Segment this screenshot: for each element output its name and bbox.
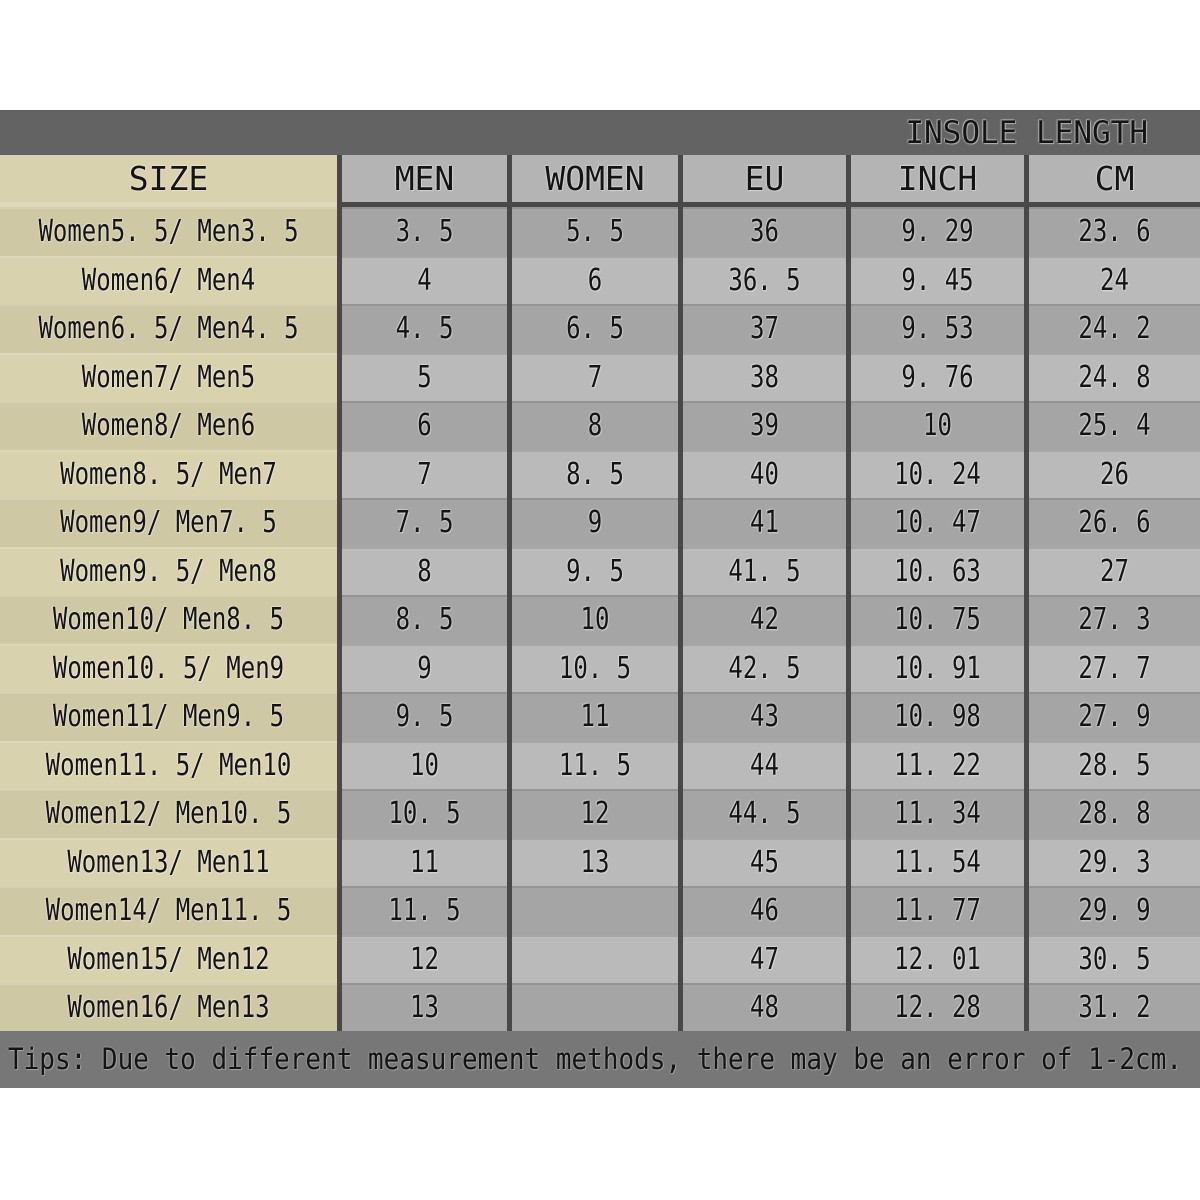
column-header-cm	[1029, 155, 1200, 207]
table-row-7-eu-cell	[683, 498, 846, 547]
table-row-3-women-cell	[512, 304, 678, 353]
cell-text: 27. 3	[1078, 601, 1151, 637]
table-row-12-cm-cell	[1029, 741, 1200, 790]
table-row-1-cm-cell	[1029, 207, 1200, 256]
table-row-8-cm-cell	[1029, 547, 1200, 596]
column-header-size	[0, 155, 337, 207]
cell-text: 11. 5	[388, 892, 461, 928]
cell-text: 42	[750, 601, 779, 637]
cell-text: 13	[410, 989, 439, 1025]
cell-text: 36	[750, 213, 779, 249]
table-row-11-cm-cell	[1029, 692, 1200, 741]
cell-text: 6. 5	[566, 310, 624, 346]
column-header-label: EU	[744, 159, 785, 198]
table-row-15-men-cell	[342, 886, 507, 935]
insole-length-title: INSOLE LENGTH	[905, 114, 1148, 151]
cell-text: 10. 75	[894, 601, 981, 637]
table-row-13-cm-cell	[1029, 789, 1200, 838]
table-row-14-eu-cell	[683, 838, 846, 887]
table-row-10-women-cell	[512, 644, 678, 693]
table-row-4-size-cell	[0, 353, 337, 402]
cell-text: Women6/ Men4	[81, 262, 256, 298]
column-header-label: WOMEN	[545, 159, 645, 198]
table-row-11-size-cell	[0, 692, 337, 741]
table-row-16-women-cell	[512, 935, 678, 984]
table-row-15-cm-cell	[1029, 886, 1200, 935]
cell-text: 37	[750, 310, 779, 346]
table-row-5-cm-cell	[1029, 401, 1200, 450]
column-header-inch	[851, 155, 1024, 207]
cell-text: Women14/ Men11. 5	[45, 892, 292, 928]
table-row-11-women-cell	[512, 692, 678, 741]
cell-text: 41. 5	[728, 553, 801, 589]
cell-text: 10. 98	[894, 698, 981, 734]
cell-text: 36. 5	[728, 262, 801, 298]
table-row-8-men-cell	[342, 547, 507, 596]
table-row-16-cm-cell	[1029, 935, 1200, 984]
cell-text: 25. 4	[1078, 407, 1151, 443]
cell-text: 3. 5	[395, 213, 454, 249]
cell-text: 9	[587, 504, 603, 540]
table-row-13-women-cell	[512, 789, 678, 838]
table-row-17-men-cell	[342, 983, 507, 1032]
table-row-11-inch-cell	[851, 692, 1024, 741]
cell-text: 11. 34	[894, 795, 981, 831]
table-row-4-inch-cell	[851, 353, 1024, 402]
table-row-2-women-cell	[512, 256, 678, 305]
cell-text: 24. 2	[1078, 310, 1151, 346]
cell-text: 11. 54	[894, 844, 981, 880]
table-row-9-cm-cell	[1029, 595, 1200, 644]
cell-text: Women8. 5/ Men7	[60, 456, 277, 492]
cell-text: 11. 77	[894, 892, 981, 928]
table-row-13-men-cell	[342, 789, 507, 838]
table-row-16-size-cell	[0, 935, 337, 984]
size-table	[0, 155, 1200, 1032]
cell-text: 7	[587, 359, 603, 395]
insole-length-band	[0, 110, 1200, 155]
cell-text: 29. 9	[1078, 892, 1151, 928]
cell-text: 10. 91	[894, 650, 981, 686]
column-header-label: MEN	[394, 159, 455, 198]
cell-text: 8	[587, 407, 603, 443]
table-row-1-inch-cell	[851, 207, 1024, 256]
cell-text: 4	[417, 262, 432, 298]
table-row-16-men-cell	[342, 935, 507, 984]
table-row-5-inch-cell	[851, 401, 1024, 450]
table-row-2-cm-cell	[1029, 256, 1200, 305]
table-row-7-men-cell	[342, 498, 507, 547]
table-row-16-eu-cell	[683, 935, 846, 984]
table-row-17-cm-cell	[1029, 983, 1200, 1032]
cell-text: Women10/ Men8. 5	[52, 601, 285, 637]
table-row-9-men-cell	[342, 595, 507, 644]
table-row-13-eu-cell	[683, 789, 846, 838]
table-row-2-eu-cell	[683, 256, 846, 305]
table-row-6-size-cell	[0, 450, 337, 499]
cell-text: 10	[923, 407, 952, 443]
cell-text: 12. 01	[894, 941, 981, 977]
cell-text: 43	[750, 698, 779, 734]
cell-text: 8. 5	[395, 601, 454, 637]
table-row-7-inch-cell	[851, 498, 1024, 547]
cell-text: 12	[580, 795, 610, 831]
cell-text: 5	[417, 359, 432, 395]
table-row-7-cm-cell	[1029, 498, 1200, 547]
cell-text: 29. 3	[1078, 844, 1151, 880]
table-row-12-women-cell	[512, 741, 678, 790]
cell-text: 39	[750, 407, 779, 443]
table-row-14-size-cell	[0, 838, 337, 887]
cell-text: 40	[750, 456, 779, 492]
cell-text: 11. 5	[558, 747, 632, 783]
table-row-15-size-cell	[0, 886, 337, 935]
table-row-8-inch-cell	[851, 547, 1024, 596]
cell-text: 9. 5	[566, 553, 624, 589]
table-row-10-cm-cell	[1029, 644, 1200, 693]
table-row-12-eu-cell	[683, 741, 846, 790]
cell-text: 9. 76	[901, 359, 974, 395]
cell-text: 27	[1100, 553, 1129, 589]
column-header-label: SIZE	[128, 159, 209, 198]
cell-text: Women11. 5/ Men10	[45, 747, 292, 783]
table-row-12-men-cell	[342, 741, 507, 790]
cell-text: 27. 9	[1078, 698, 1151, 734]
cell-text: 5. 5	[566, 213, 624, 249]
cell-text: 9. 5	[395, 698, 454, 734]
table-row-14-women-cell	[512, 838, 678, 887]
cell-text: 10	[410, 747, 439, 783]
cell-text: 9	[417, 650, 432, 686]
cell-text: 8	[417, 553, 432, 589]
cell-text: 38	[750, 359, 779, 395]
table-row-4-women-cell	[512, 353, 678, 402]
cell-text: 27. 7	[1078, 650, 1151, 686]
table-row-3-eu-cell	[683, 304, 846, 353]
table-row-13-inch-cell	[851, 789, 1024, 838]
cell-text: 45	[750, 844, 779, 880]
table-row-15-women-cell	[512, 886, 678, 935]
table-row-7-women-cell	[512, 498, 678, 547]
cell-text: 11	[580, 698, 610, 734]
cell-text: Women5. 5/ Men3. 5	[38, 213, 299, 249]
table-row-4-men-cell	[342, 353, 507, 402]
cell-text: 10. 47	[894, 504, 981, 540]
table-row-8-eu-cell	[683, 547, 846, 596]
cell-text: 44. 5	[728, 795, 801, 831]
cell-text: Women12/ Men10. 5	[45, 795, 292, 831]
cell-text: 10. 63	[894, 553, 981, 589]
cell-text: 23. 6	[1078, 213, 1151, 249]
cell-text: Women11/ Men9. 5	[52, 698, 285, 734]
cell-text: 26	[1100, 456, 1129, 492]
table-row-10-eu-cell	[683, 644, 846, 693]
table-row-3-cm-cell	[1029, 304, 1200, 353]
table-row-9-eu-cell	[683, 595, 846, 644]
table-row-14-cm-cell	[1029, 838, 1200, 887]
cell-text: 48	[750, 989, 779, 1025]
cell-text: 47	[750, 941, 779, 977]
column-header-women	[512, 155, 678, 207]
table-row-4-eu-cell	[683, 353, 846, 402]
table-row-5-eu-cell	[683, 401, 846, 450]
table-row-1-women-cell	[512, 207, 678, 256]
table-row-10-men-cell	[342, 644, 507, 693]
table-row-12-size-cell	[0, 741, 337, 790]
table-row-14-inch-cell	[851, 838, 1024, 887]
cell-text: 42. 5	[728, 650, 801, 686]
cell-text: 30. 5	[1078, 941, 1151, 977]
table-row-2-men-cell	[342, 256, 507, 305]
table-row-7-size-cell	[0, 498, 337, 547]
cell-text: Women9/ Men7. 5	[60, 504, 277, 540]
table-row-5-women-cell	[512, 401, 678, 450]
table-row-11-men-cell	[342, 692, 507, 741]
table-row-17-inch-cell	[851, 983, 1024, 1032]
cell-text: 28. 8	[1078, 795, 1151, 831]
table-row-6-eu-cell	[683, 450, 846, 499]
table-row-17-eu-cell	[683, 983, 846, 1032]
table-row-5-men-cell	[342, 401, 507, 450]
table-row-13-size-cell	[0, 789, 337, 838]
column-header-label: INCH	[897, 159, 978, 198]
table-row-10-size-cell	[0, 644, 337, 693]
cell-text: Women7/ Men5	[81, 359, 256, 395]
cell-text: 11	[410, 844, 439, 880]
cell-text: 46	[750, 892, 779, 928]
cell-text: 9. 53	[901, 310, 974, 346]
cell-text: 12	[410, 941, 439, 977]
cell-text: 7. 5	[395, 504, 454, 540]
table-row-17-women-cell	[512, 983, 678, 1032]
cell-text: Women10. 5/ Men9	[52, 650, 285, 686]
tips-note: Tips: Due to different measurement methods, there may be an error of 1-2cm.	[8, 1042, 1182, 1077]
cell-text: 12. 28	[894, 989, 981, 1025]
cell-text: 8. 5	[566, 456, 624, 492]
cell-text: 10. 5	[558, 650, 632, 686]
table-row-9-inch-cell	[851, 595, 1024, 644]
table-row-9-size-cell	[0, 595, 337, 644]
table-row-9-women-cell	[512, 595, 678, 644]
table-row-15-eu-cell	[683, 886, 846, 935]
cell-text: 24. 8	[1078, 359, 1151, 395]
cell-text: 9. 29	[901, 213, 974, 249]
table-row-5-size-cell	[0, 401, 337, 450]
table-row-8-size-cell	[0, 547, 337, 596]
table-row-15-inch-cell	[851, 886, 1024, 935]
table-row-12-inch-cell	[851, 741, 1024, 790]
column-header-label: CM	[1094, 159, 1135, 198]
table-row-16-inch-cell	[851, 935, 1024, 984]
table-row-1-eu-cell	[683, 207, 846, 256]
table-row-2-size-cell	[0, 256, 337, 305]
cell-text: 11. 22	[894, 747, 981, 783]
table-row-6-inch-cell	[851, 450, 1024, 499]
table-row-11-eu-cell	[683, 692, 846, 741]
cell-text: 26. 6	[1078, 504, 1151, 540]
cell-text: 24	[1100, 262, 1129, 298]
cell-text: 6	[417, 407, 432, 443]
table-row-8-women-cell	[512, 547, 678, 596]
table-row-3-inch-cell	[851, 304, 1024, 353]
cell-text: Women8/ Men6	[81, 407, 256, 443]
cell-text: Women6. 5/ Men4. 5	[38, 310, 299, 346]
cell-text: 28. 5	[1078, 747, 1151, 783]
cell-text: 9. 45	[901, 262, 974, 298]
cell-text: 44	[750, 747, 779, 783]
cell-text: 10. 24	[894, 456, 981, 492]
table-row-4-cm-cell	[1029, 353, 1200, 402]
cell-text: 13	[580, 844, 610, 880]
table-row-6-cm-cell	[1029, 450, 1200, 499]
table-row-6-men-cell	[342, 450, 507, 499]
cell-text: 4. 5	[395, 310, 454, 346]
table-row-2-inch-cell	[851, 256, 1024, 305]
cell-text: Women13/ Men11	[67, 844, 270, 880]
table-row-3-men-cell	[342, 304, 507, 353]
table-row-6-women-cell	[512, 450, 678, 499]
table-row-3-size-cell	[0, 304, 337, 353]
cell-text: 41	[750, 504, 779, 540]
cell-text: 7	[417, 456, 432, 492]
cell-text: 6	[587, 262, 603, 298]
table-row-1-size-cell	[0, 207, 337, 256]
table-row-1-men-cell	[342, 207, 507, 256]
table-row-10-inch-cell	[851, 644, 1024, 693]
cell-text: 10. 5	[388, 795, 461, 831]
cell-text: 10	[580, 601, 610, 637]
cell-text: Women16/ Men13	[67, 989, 270, 1025]
cell-text: Women15/ Men12	[67, 941, 270, 977]
cell-text: 31. 2	[1078, 989, 1151, 1025]
cell-text: Women9. 5/ Men8	[60, 553, 277, 589]
column-header-men	[342, 155, 507, 207]
table-row-17-size-cell	[0, 983, 337, 1032]
table-row-14-men-cell	[342, 838, 507, 887]
tips-band	[0, 1031, 1200, 1088]
column-header-eu	[683, 155, 846, 207]
